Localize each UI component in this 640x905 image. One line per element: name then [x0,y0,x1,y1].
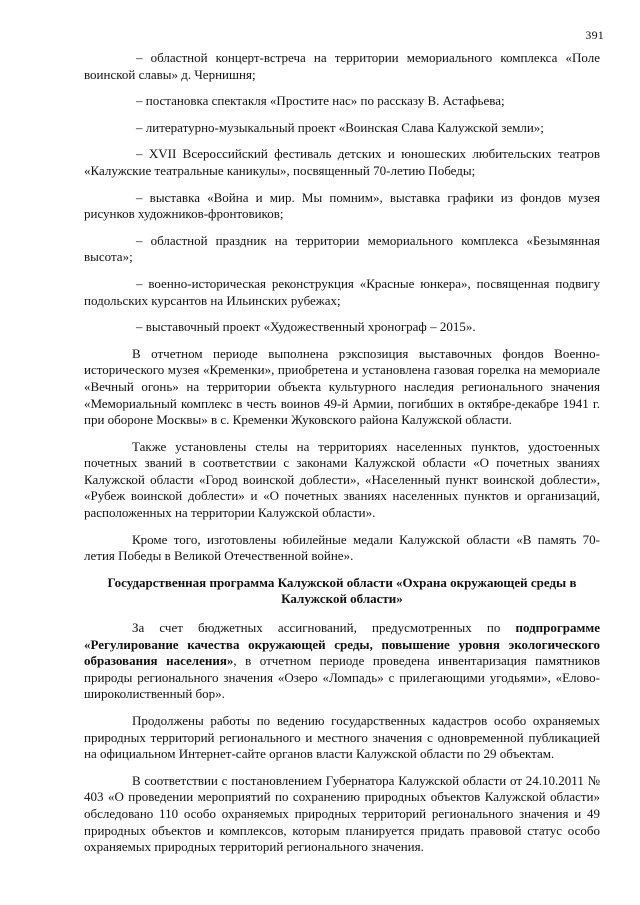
list-item: – областной праздник на территории мемориального комплекса «Безымянная высота»; [84,232,600,265]
document-body [84,50,600,866]
paragraph-steles: Также установлены стелы на территориях населенных пунктов, удостоенных почетных званий в соответствии с законами Калужской области «О почетных званиях Калужской области «Город воинской доблести», «Населенный пункт воинской доблести», «Рубеж воинской доблести» и «О почетных званиях населенных пунктов и организаций, расположенных на территории Калужской области». [84,438,600,521]
subprogram-title: подпрограмме «Регулирование качества окружающей среды, повышение уровня экологического образования населения» [84,620,600,669]
list-item: – военно-историческая реконструкция «Красные юнкера», посвященная подвигу подольских курсантов на Ильинских рубежах; [84,275,600,308]
paragraph-museum: В отчетном периоде выполнена рэкспозиция выставочных фондов Военно-исторического музея «Кременки», приобретена и установлена газовая горелка на мемориале «Вечный огонь» на территории объекта культурного наследия регионального значения «Мемориальный комплекс в честь воинов 49-й Армии, погибших в октябре-декабре 1941 г. при обороне Москвы» в с. Кременки Жуковского района Калужской области. [84,345,600,428]
section-heading: Государственная программа Калужской области «Охрана окружающей среды в Калужской области» [107,574,577,607]
list-item: – выставка «Война и мир. Мы помним», выставка графики из фондов музея рисунков художников-фронтовиков; [84,189,600,222]
paragraph-decree: В соответствии с постановлением Губернатора Калужской области от 24.10.2011 № 403 «О проведении мероприятий по сохранению природных объектов Калужской области» обследовано 110 особо охраняемых природных территорий регионального значения и 49 природных объектов и комплексов, которым планируется придать правовой статус особо охраняемых природных территорий регионального значения. [84,772,600,855]
paragraph-cadastre: Продолжены работы по ведению государственных кадастров особо охраняемых природных территорий регионального и местного значения с одновременной публикацией на официальном Интернет-сайте органов власти Калужской области по 29 объектам. [84,713,600,762]
subprogram-text-after: , в отчетном периоде проведена инвентаризация памятников природы регионального значения «Озеро «Ломпадь» с прилегающими угодьями», «Елово-широколиственный бор». [84,653,600,702]
paragraph-medals: Кроме того, изготовлены юбилейные медали Калужской области «В память 70-летия Победы в Великой Отечественной войне». [84,531,600,564]
list-item: – выставочный проект «Художественный хронограф – 2015». [136,319,476,335]
list-item: – областной концерт-встреча на территории мемориального комплекса «Поле воинской славы» д. Чернишня; [84,50,600,82]
subprogram-text-before: За счет бюджетных ассигнований, предусмотренных по [132,620,516,636]
list-item: – литературно-музыкальный проект «Воинская Слава Калужской земли»; [136,119,544,135]
list-item: – XVII Всероссийский фестиваль детских и юношеских любительских театров «Калужские театральные каникулы», посвященный 70-летию Победы; [84,146,600,178]
list-item: – постановка спектакля «Простите нас» по рассказу В. Астафьева; [136,93,505,109]
paragraph-subprogram [84,620,600,703]
page-number: 391 [585,28,604,42]
